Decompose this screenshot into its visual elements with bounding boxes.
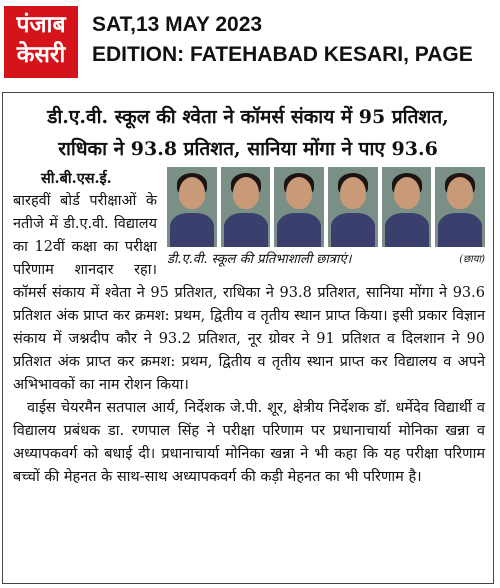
photo-caption: डी.ए.वी. स्कूल की प्रतिभाशाली छात्राएं। xyxy=(167,252,352,267)
photo-strip xyxy=(167,167,485,247)
student-photo xyxy=(328,167,378,247)
newspaper-logo xyxy=(4,6,78,78)
logo-line-2: केसरी xyxy=(16,42,66,68)
student-photo xyxy=(221,167,271,247)
masthead xyxy=(0,0,500,88)
article-body xyxy=(3,167,493,489)
student-photo xyxy=(167,167,217,247)
photo-credit: (छाया) xyxy=(459,254,485,265)
students-photo xyxy=(167,167,485,271)
article-paragraph-1: बारहवीं बोर्ड परीक्षाओं के नतीजे में डी.ए.वी. विद्यालय का 12वीं कक्षा का परीक्षा परिणाम शानदार रहा। कॉमर्स संकाय में श्वेता ने 95 प्रतिशत, राधिका ने 93.8 प्रतिशत, सानिया मोंगा ने 93.6 प्रतिशत अंक प्राप्त कर क्रमश: प्रथम, द्वितीय व तृतीय स्थान प्राप्त किया। इसी प्रकार विज्ञान संकाय में जश्नदीप कौर ने 93.2 प्रतिशत, नूर ग्रोवर ने 91 प्रतिशत व दिलशान ने 90 प्रतिशत अंक प्राप्त कर क्रमश: प्रथम, द्वितीय व तृतीय स्थान प्राप्त कर विद्यालय व अपने अभिभावकों का नाम रोशन किया। xyxy=(13,193,485,393)
article-source: सी.बी.एस.ई. xyxy=(41,170,112,187)
photo-caption-row xyxy=(167,249,485,271)
logo-line-1: पंजाब xyxy=(16,12,66,38)
student-photo xyxy=(274,167,324,247)
publication-date: SAT,13 MAY 2023 xyxy=(92,13,263,36)
edition-name: EDITION: FATEHABAD KESARI, PAGE xyxy=(92,43,473,66)
article-paragraph-2: वाईस चेयरमैन सतपाल आर्य, निर्देशक जे.पी. शूर, क्षेत्रीय निर्देशक डॉ. धर्मेदेव विद्यार्थी व विद्यालय प्रबंधक डा. रणपाल सिंह ने परीक्षा परिणाम पर प्रधानाचार्या मोनिका खन्ना व अध्यापकवर्ग को बधाई दी। प्रधानाचार्या मोनिका खन्ना ने भी कहा कि यह परीक्षा परिणाम बच्चों की मेहनत के साथ-साथ अध्यापकवर्ग की कड़ी मेहनत का भी परिणाम है। xyxy=(13,400,485,485)
edition-info xyxy=(92,10,473,70)
student-photo xyxy=(435,167,485,247)
article-headline xyxy=(3,101,493,165)
student-photo xyxy=(382,167,432,247)
headline-line-1: डी.ए.वी. स्कूल की श्वेता ने कॉमर्स संकाय में 95 प्रतिशत, xyxy=(47,106,449,128)
news-article xyxy=(2,92,494,584)
headline-line-2: राधिका ने 93.8 प्रतिशत, सानिया मोंगा ने पाए 93.6 xyxy=(58,138,438,160)
